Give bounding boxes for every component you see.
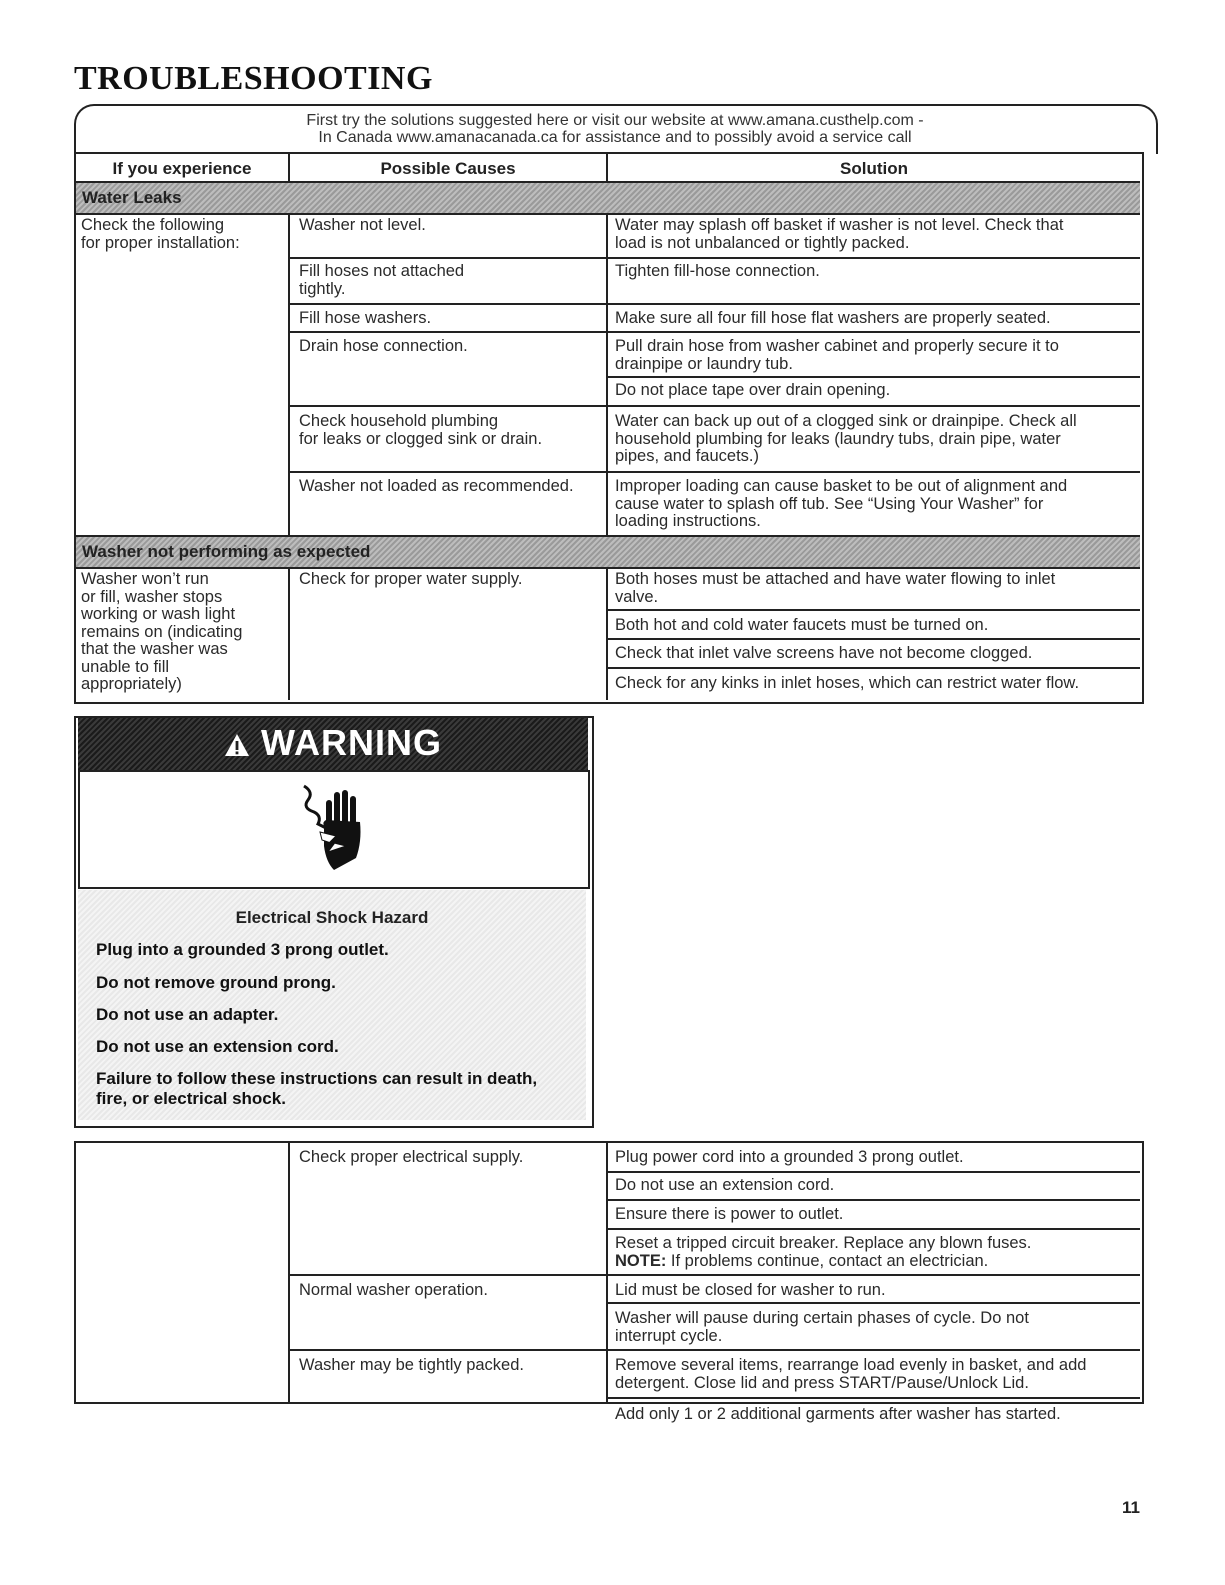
row-divider xyxy=(290,471,1140,473)
row-divider xyxy=(608,638,1140,640)
cause-cell: Washer may be tightly packed. xyxy=(299,1356,524,1374)
solution-cell: Ensure there is power to outlet. xyxy=(615,1205,844,1223)
page-number: 11 xyxy=(1122,1498,1140,1517)
cause-cell: Fill hose washers. xyxy=(299,309,432,327)
cause-cell: Washer not level. xyxy=(299,216,426,234)
solution-cell: Check for any kinks in inlet hoses, which can restrict water flow. xyxy=(615,674,1080,692)
row-divider xyxy=(608,1302,1140,1304)
cause-cell: Fill hoses not attached tightly. xyxy=(299,262,465,298)
cause-cell: Check household plumbing for leaks or clogged sink or drain. xyxy=(299,412,543,448)
warning-line: Do not use an adapter. xyxy=(96,1005,279,1024)
solution-cell: Both hot and cold water faucets must be turned on. xyxy=(615,616,989,634)
column-divider xyxy=(288,213,290,537)
row-divider xyxy=(608,1397,1140,1399)
solution-cell: Both hoses must be attached and have water flowing to inlet valve. xyxy=(615,570,1056,606)
band-divider xyxy=(76,567,1140,569)
band-divider xyxy=(76,213,1140,215)
row-divider xyxy=(290,1274,1140,1276)
row-divider xyxy=(608,1199,1140,1201)
solution-cell: Washer will pause during certain phases of cycle. Do not interrupt cycle. xyxy=(615,1309,1029,1345)
solution-cell: Plug power cord into a grounded 3 prong outlet. xyxy=(615,1148,964,1166)
row-divider xyxy=(608,1228,1140,1230)
column-divider xyxy=(606,567,608,700)
solution-cell: Check that inlet valve screens have not become clogged. xyxy=(615,644,1033,662)
solution-cell: Pull drain hose from washer cabinet and properly secure it to drainpipe or laundry tub. xyxy=(615,337,1059,373)
header-experience: If you experience xyxy=(112,159,252,178)
warning-title xyxy=(78,722,588,764)
warning-hazard: Electrical Shock Hazard xyxy=(235,908,429,927)
solution-cell: Add only 1 or 2 additional garments after washer has started. xyxy=(615,1405,1061,1423)
column-divider xyxy=(288,567,290,700)
electrical-shock-hand-icon xyxy=(300,782,370,879)
section-band-water-leaks xyxy=(76,183,1140,213)
row-divider xyxy=(608,667,1140,669)
solution-cell: Do not place tape over drain opening. xyxy=(615,381,891,399)
row-divider xyxy=(290,405,1140,407)
solution-cell xyxy=(615,1235,1031,1270)
warning-triangle-icon xyxy=(224,722,261,763)
note-line xyxy=(615,1253,1031,1271)
solution-cell: Remove several items, rearrange load evenly in basket, and add detergent. Close lid and press START/Pause/Unlock Lid. xyxy=(615,1356,1087,1392)
note-text: If problems continue, contact an electrician. xyxy=(666,1251,989,1270)
solution-cell: Do not use an extension cord. xyxy=(615,1176,835,1194)
column-divider xyxy=(606,213,608,537)
intro-line-1: First try the solutions suggested here or visit our website at www.amana.custhelp.com - xyxy=(306,112,924,129)
solution-text: Reset a tripped circuit breaker. Replace any blown fuses. xyxy=(615,1234,1032,1252)
cause-cell: Washer not loaded as recommended. xyxy=(299,477,574,495)
page-title: TROUBLESHOOTING xyxy=(74,60,433,97)
experience-not-performing: Washer won’t run or fill, washer stops working or wash light remains on (indicating that the washer was unable to fill appropriately) xyxy=(81,570,243,693)
intro-line-2: In Canada www.amanacanada.ca for assistance and to possibly avoid a service call xyxy=(318,129,912,146)
cause-cell: Check proper electrical supply. xyxy=(299,1148,524,1166)
row-divider xyxy=(290,331,1140,333)
solution-cell: Improper loading can cause basket to be out of alignment and cause water to splash off tub. See “Using Your Washer” for loading instructions. xyxy=(615,477,1068,530)
column-divider xyxy=(288,152,290,183)
row-divider xyxy=(608,1171,1140,1173)
row-divider xyxy=(290,257,1140,259)
section-not-performing: Washer not performing as expected xyxy=(82,542,371,561)
row-divider xyxy=(290,303,1140,305)
warning-line: Do not use an extension cord. xyxy=(96,1037,339,1056)
row-divider xyxy=(608,609,1140,611)
warning-title-text: WARNING xyxy=(261,722,442,763)
header-solution: Solution xyxy=(840,159,908,178)
solution-cell: Tighten fill-hose connection. xyxy=(615,262,820,280)
solution-cell: Water may splash off basket if washer is not level. Check that load is not unbalanced or tightly packed. xyxy=(615,216,1064,252)
warning-line: Plug into a grounded 3 prong outlet. xyxy=(96,940,389,959)
warning-line: Failure to follow these instructions can result in death, fire, or electrical shock. xyxy=(96,1069,538,1108)
solution-cell: Make sure all four fill hose flat washers are properly seated. xyxy=(615,309,1051,327)
header-causes: Possible Causes xyxy=(380,159,516,178)
solution-cell: Water can back up out of a clogged sink or drainpipe. Check all household plumbing for leaks (laundry tubs, drain pipe, water pipes, and faucets.) xyxy=(615,412,1077,465)
row-divider xyxy=(608,376,1140,378)
cause-cell: Check for proper water supply. xyxy=(299,570,523,588)
cause-cell: Drain hose connection. xyxy=(299,337,468,355)
experience-water-leaks: Check the following for proper installation: xyxy=(81,216,240,252)
intro-text xyxy=(74,112,1156,146)
cause-cell: Normal washer operation. xyxy=(299,1281,488,1299)
note-label: NOTE: xyxy=(615,1251,667,1270)
warning-line: Do not remove ground prong. xyxy=(96,973,336,992)
section-water-leaks: Water Leaks xyxy=(82,188,182,207)
column-divider xyxy=(606,152,608,183)
column-divider xyxy=(606,1141,608,1402)
column-divider xyxy=(288,1141,290,1402)
row-divider xyxy=(290,1349,1140,1351)
solution-cell: Lid must be closed for washer to run. xyxy=(615,1281,886,1299)
